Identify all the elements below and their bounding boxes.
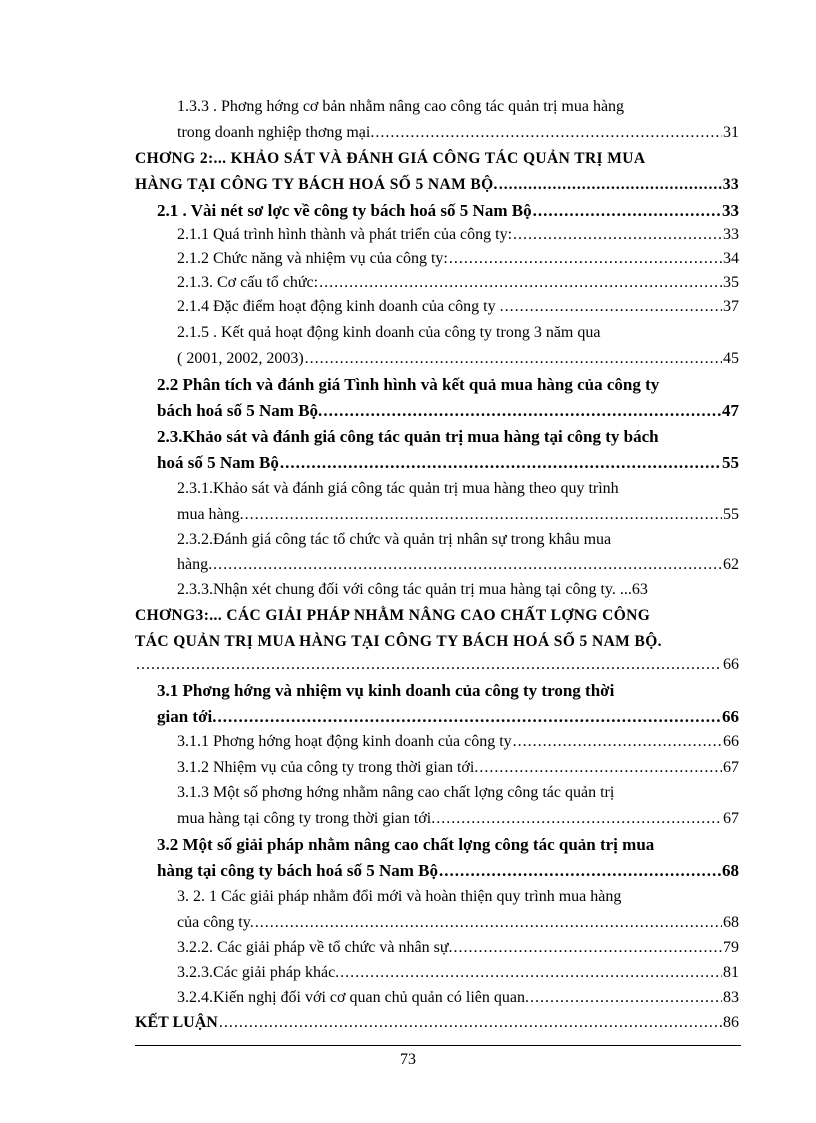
toc-entry: 2.1.1 Quá trình hình thành và phát triển của công ty: ..... 33 [177, 222, 739, 248]
section-heading: bách hoá số 5 Nam Bộ. ..... 47 [157, 398, 739, 424]
toc-page-number: 67 [723, 759, 739, 776]
section-heading: 2.3.Khảo sát và đánh giá công tác quản trị mua hàng tại công ty bách [157, 427, 659, 446]
toc-entry: 3.1.2 Nhiệm vụ của công ty trong thời gian tới. ..... 67 [177, 755, 739, 781]
toc-entry: 3.2.2. Các giải pháp về tổ chức và nhân sự. ..... 79 [177, 935, 739, 961]
chapter-heading: HÀNG TẠI CÔNG TY BÁCH HOÁ SỐ 5 NAM BỘ. ..... 33 [135, 172, 739, 198]
toc-page-number: 33 [723, 226, 739, 243]
toc-entry: 3. 2. 1 Các giải pháp nhằm đổi mới và hoàn thiện quy trình mua hàng [177, 888, 622, 905]
chapter-heading: CHƠNG3:... CÁC GIẢI PHÁP NHẰM NÂNG CAO CHẤT LỢNG CÔNG [135, 607, 651, 624]
section-heading: hàng tại công ty bách hoá số 5 Nam Bộ ..... 68 [157, 858, 739, 884]
toc-entry: 3.1.3 Một số phơng hớng nhằm nâng cao chất lợng công tác quản trị [177, 784, 615, 801]
toc-entry: mua hàng tại công ty trong thời gian tới. ..... 67 [177, 806, 739, 832]
toc-page-number: 81 [723, 964, 739, 981]
toc-page-number: 68 [722, 861, 739, 880]
toc-entry: của công ty. ..... 68 [177, 910, 739, 936]
toc-page-number: 47 [722, 401, 739, 420]
toc-page-number: 86 [723, 1014, 739, 1031]
toc-entry: mua hàng. ..... 55 [177, 502, 739, 528]
toc-entry: 3.2.3.Các giải pháp khác. ..... 81 [177, 960, 739, 986]
section-heading: 2.2 Phân tích và đánh giá Tình hình và kết quả mua hàng của công ty [157, 375, 660, 394]
toc-entry: KẾT LUẬN ..... 86 [135, 1010, 739, 1036]
footer-rule [135, 1045, 741, 1046]
toc-entry: 3.2.4.Kiến nghị đối với cơ quan chủ quản có liên quan. ..... 83 [177, 985, 739, 1011]
toc-entry: trong doanh nghiệp thơng mại. ..... 31 [177, 120, 739, 146]
toc-entry: 2.1.3. Cơ cấu tổ chức: ..... 35 [177, 270, 739, 296]
toc-page-number: 31 [723, 124, 739, 141]
section-heading: 2.1 . Vài nét sơ lợc về công ty bách hoá số 5 Nam Bộ ..... 33 [157, 198, 739, 224]
toc-entry: 3.1.1 Phơng hớng hoạt động kinh doanh của công ty ..... 66 [177, 729, 739, 755]
toc-entry: 2.1.5 . Kết quả hoạt động kinh doanh của công ty trong 3 năm qua [177, 324, 601, 341]
toc-page-number: 66 [723, 656, 739, 673]
toc-page-number: 34 [723, 250, 739, 267]
toc-entry: 2.1.2 Chức năng và nhiệm vụ của công ty: ..... 34 [177, 246, 739, 272]
section-heading: 3.2 Một số giải pháp nhằm nâng cao chất lợng công tác quản trị mua [157, 835, 655, 854]
toc-entry: hàng. ..... 62 [177, 552, 739, 578]
toc-page-number: 79 [723, 939, 739, 956]
toc-entry: 2.1.4 Đặc điểm hoạt động kinh doanh của công ty . ..... 37 [177, 294, 739, 320]
toc-page-number: 35 [723, 274, 739, 291]
toc-entry [135, 652, 739, 678]
section-heading: 3.1 Phơng hớng và nhiệm vụ kinh doanh của công ty trong thời [157, 681, 615, 700]
toc-page-number: 33 [722, 176, 739, 193]
toc-page-number: 55 [722, 453, 739, 472]
page-number: 73 [400, 1051, 416, 1068]
toc-page-number: 83 [723, 989, 739, 1006]
toc-entry: ( 2001, 2002, 2003) ..... 45 [177, 346, 739, 372]
toc-page-number: 66 [723, 733, 739, 750]
toc-page-number: 62 [723, 556, 739, 573]
chapter-heading: TÁC QUẢN TRỊ MUA HÀNG TẠI CÔNG TY BÁCH HOÁ SỐ 5 NAM BỘ. [135, 633, 662, 650]
toc-entry: 2.3.1.Khảo sát và đánh giá công tác quản trị mua hàng theo quy trình [177, 480, 619, 497]
section-heading: hoá số 5 Nam Bộ ..... 55 [157, 450, 739, 476]
toc-entry: 2.3.2.Đánh giá công tác tổ chức và quản trị nhân sự trong khâu mua [177, 531, 612, 548]
toc-page-number: 68 [723, 914, 739, 931]
toc-entry: 2.3.3.Nhận xét chung đối với công tác quản trị mua hàng tại công ty. ...63 [177, 581, 648, 598]
toc-page-number: 66 [722, 707, 739, 726]
toc-page-number: 33 [722, 201, 739, 220]
toc-entry: 1.3.3 . Phơng hớng cơ bản nhằm nâng cao công tác quản trị mua hàng [177, 98, 625, 115]
chapter-heading: CHƠNG 2:... KHẢO SÁT VÀ ĐÁNH GIÁ CÔNG TÁC QUẢN TRỊ MUA [135, 150, 646, 167]
section-heading: gian tới. ..... 66 [157, 704, 739, 730]
toc-page-number: 45 [723, 350, 739, 367]
toc-page-number: 55 [723, 506, 739, 523]
toc-page-number: 67 [723, 810, 739, 827]
toc-page-number: 37 [723, 298, 739, 315]
